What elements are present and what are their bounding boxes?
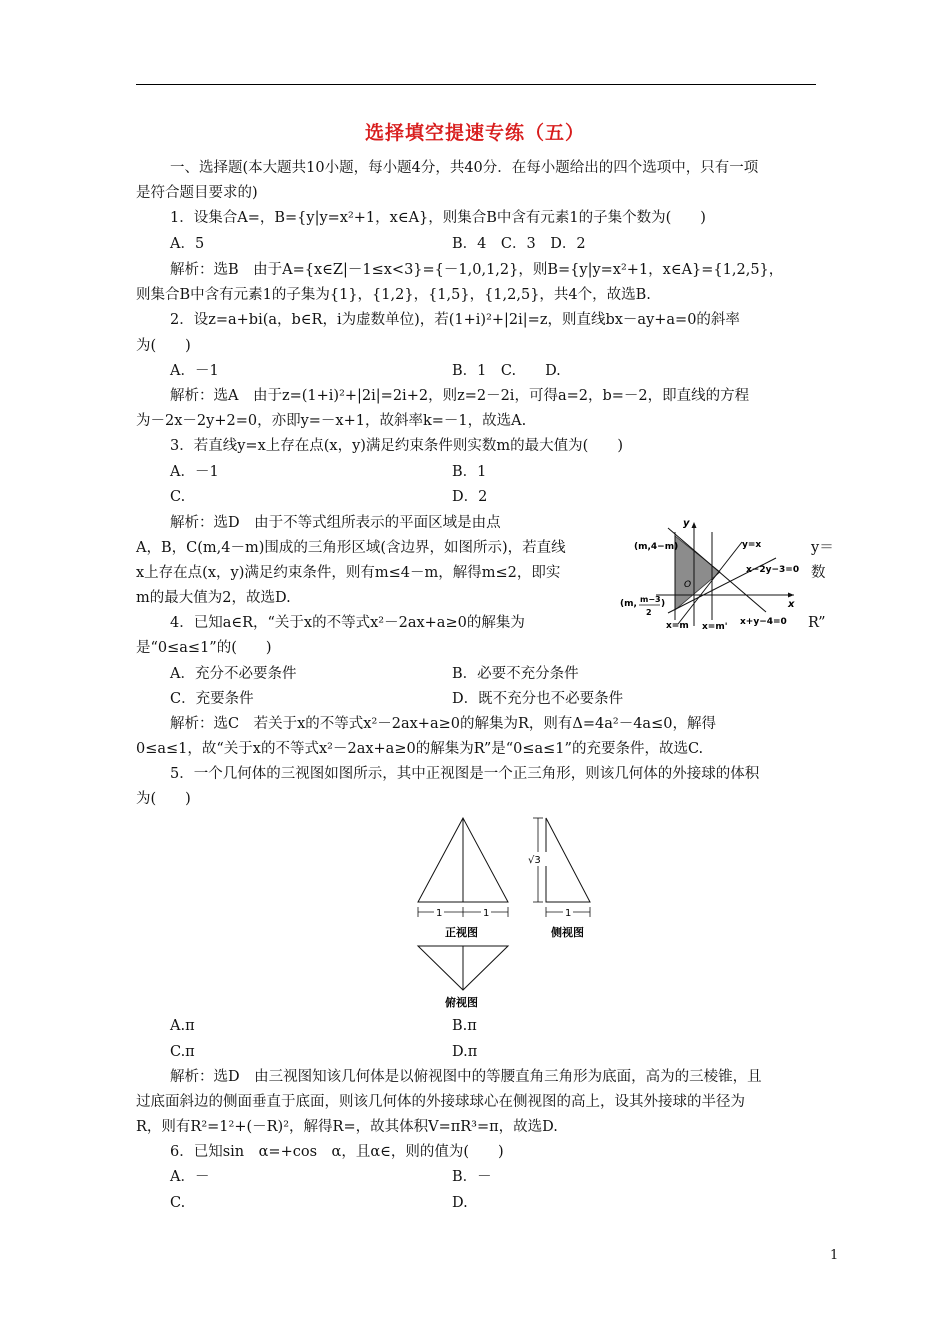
solution-line: m的最大值为2，故选D. — [136, 590, 291, 606]
solution-line: 解析：选D 由于不等式组所表示的平面区域是由点 — [170, 515, 501, 531]
question-6: 6．已知sin α=+cos α，且α∈，则的值为( ) — [170, 1144, 504, 1160]
feasible-region-figure — [616, 514, 808, 638]
header-rule — [136, 84, 816, 85]
question-2: 2．设z=a+bi(a，b∈R，i为虚数单位)，若(1+i)²+|2i|=z，则直线bx－ay+a=0的斜率 — [170, 312, 740, 328]
page-title: 选择填空提速专练（五） — [364, 122, 585, 144]
line3-label: x+y−4=0 — [740, 617, 787, 627]
side-view-triangle — [546, 818, 590, 902]
top-point-label: (m,4−m) — [634, 542, 679, 552]
solution-line: x上存在点(x，y)满足约束条件，则有m≤4－m，解得m≤2，即实 — [136, 565, 561, 581]
side-fragment: 数 — [811, 565, 826, 581]
top-view-label: 俯视图 — [445, 996, 478, 1009]
solution-line: 0≤a≤1，故“关于x的不等式x²－2ax+a≥0的解集为R”是“0≤a≤1”的充要条件，故选C. — [136, 741, 704, 757]
xm-prime-label: x=m' — [702, 622, 728, 632]
option-a: A．－1 — [170, 363, 219, 379]
option-a: A．充分不必要条件 — [170, 666, 297, 682]
origin-label: O — [684, 580, 692, 590]
bottom-point-close: ) — [661, 599, 666, 609]
question-1: 1．设集合A=，B={y|y=x²+1，x∈A}，则集合B中含有元素1的子集个数为( ) — [170, 210, 706, 226]
option-c: C．充要条件 — [170, 691, 254, 707]
text-line: 一、选择题(本大题共10小题，每小题4分，共40分．在每小题给出的四个选项中，只有一项 — [170, 160, 759, 176]
three-views-figure — [408, 812, 600, 1012]
option-d: D．既不充分也不必要条件 — [452, 691, 624, 707]
front-view-label: 正视图 — [445, 926, 478, 939]
bottom-point-denominator: 2 — [646, 608, 652, 617]
side-dim-one: 1 — [565, 908, 572, 919]
solution-line: 解析：选B 由于A={x∈Z|－1≤x<3}={－1,0,1,2}，则B={y|y=x²+1，x∈A}={1,2,5}， — [170, 262, 784, 278]
option-a: A．5 — [170, 236, 205, 252]
option-bcd: B．1 C. D. — [452, 363, 561, 379]
bottom-point-label: (m, — [620, 599, 637, 609]
y-axis-arrow-icon — [692, 522, 697, 528]
side-fragment: R” — [808, 615, 826, 631]
solution-line: 解析：选C 若关于x的不等式x²－2ax+a≥0的解集为R，则有Δ=4a²－4a≤0，解得 — [170, 716, 716, 732]
solution-line: 解析：选D 由三视图知该几何体是以俯视图中的等腰直角三角形为底面，高为的三棱锥，且 — [170, 1069, 762, 1085]
front-dim-left: 1 — [436, 908, 443, 919]
option-b: B．－ — [452, 1169, 492, 1185]
solution-line: 则集合B中含有元素1的子集为{1}，{1,2}，{1,5}，{1,2,5}，共4个，故选B. — [136, 287, 651, 303]
solution-line: 解析：选A 由于z=(1+i)²+|2i|=2i+2，则z=2－2i，可得a=2，b=－2，即直线的方程 — [170, 388, 750, 404]
option-a: A.π — [170, 1018, 195, 1034]
solution-line: A，B，C(m,4－m)围成的三角形区域(含边界，如图所示)，若直线 — [136, 540, 566, 556]
line2-label: x−2y−3=0 — [746, 565, 800, 575]
solution-line: 过底面斜边的侧面垂直于底面，则该几何体的外接球球心在侧视图的高上，设其外接球的半径为 — [136, 1094, 745, 1110]
option-b: B．必要不充分条件 — [452, 666, 579, 682]
page-number: 1 — [830, 1248, 839, 1263]
option-c: C.π — [170, 1044, 195, 1060]
xm-label: x=m — [666, 621, 689, 631]
option-b: B.π — [452, 1018, 477, 1034]
x-axis-arrow-icon — [788, 593, 794, 598]
option-c: C. — [170, 1195, 186, 1211]
solution-line: 为－2x－2y+2=0，亦即y=－x+1，故斜率k=－1，故选A. — [136, 413, 527, 429]
option-d: D. — [452, 1195, 468, 1211]
y-axis-label: y — [683, 518, 690, 529]
side-view-label: 侧视图 — [551, 926, 584, 939]
text-line: 是符合题目要求的) — [136, 185, 258, 201]
option-a: A．－1 — [170, 464, 219, 480]
text-line: 是“0≤a≤1”的( ) — [136, 640, 272, 656]
option-bcd: B．4 C．3 D．2 — [452, 236, 586, 252]
question-3: 3．若直线y=x上存在点(x，y)满足约束条件则实数m的最大值为( ) — [170, 438, 623, 454]
question-4: 4．已知a∈R，“关于x的不等式x²－2ax+a≥0的解集为 — [170, 615, 525, 631]
front-dim-right: 1 — [483, 908, 490, 919]
option-c: C. — [170, 489, 186, 505]
side-dim-sqrt3: √3 — [528, 855, 541, 866]
bottom-point-numerator: m−3 — [640, 595, 661, 604]
question-5: 5．一个几何体的三视图如图所示，其中正视图是一个正三角形，则该几何体的外接球的体积 — [170, 766, 760, 782]
option-d: D.π — [452, 1044, 478, 1060]
text-line: 为( ) — [136, 338, 191, 354]
side-fragment: y＝ — [811, 540, 834, 556]
option-d: D．2 — [452, 489, 488, 505]
x-axis-label: x — [788, 599, 795, 610]
option-b: B．1 — [452, 464, 487, 480]
option-a: A．－ — [170, 1169, 210, 1185]
line-yx-label: y=x — [742, 540, 762, 550]
text-line: 为( ) — [136, 791, 191, 807]
solution-line: R，则有R²=1²+(－R)²，解得R=，故其体积V=πR³=π，故选D. — [136, 1119, 558, 1135]
